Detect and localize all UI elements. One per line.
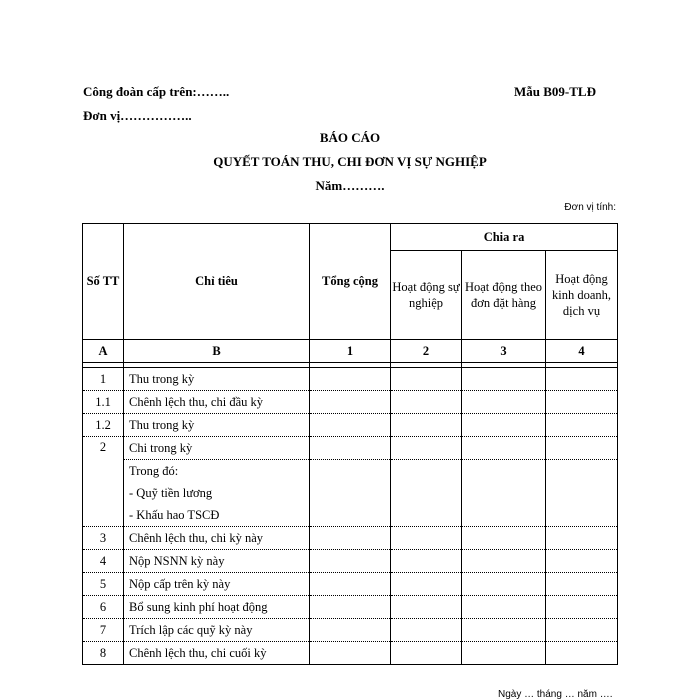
row-label: - Khấu hao TSCĐ [124,504,310,527]
col-breakdown-header: Chia ra [391,224,618,251]
table-row [83,573,618,596]
report-title: BÁO CÁO [319,130,381,145]
table-row [83,619,618,642]
row-stt: 5 [83,573,124,596]
row-label: Thu trong kỳ [124,368,310,391]
row-stt: 1.2 [83,414,124,437]
code-cell: 2 [391,340,462,363]
row-stt: 1.1 [83,391,124,414]
col-sub-header-3: Hoạt động kinh doanh, dịch vụ [546,251,618,340]
form-code: Mẫu B09-TLĐ [514,84,596,99]
unit-measure-label: Đơn vị tính: [564,202,616,213]
unit-label: Đơn vị…………….. [83,108,192,123]
row-label: - Quỹ tiền lương [124,482,310,504]
table-row [83,642,618,665]
table-row [83,391,618,414]
row-stt: 8 [83,642,124,665]
row-label: Trích lập các quỹ kỳ này [124,619,310,642]
row-label: Bổ sung kinh phí hoạt động [124,596,310,619]
table-row [83,527,618,550]
code-cell: B [124,340,310,363]
row-label: Chênh lệch thu, chi kỳ này [124,527,310,550]
col-indicator-header: Chỉ tiêu [124,224,310,340]
col-total-header: Tổng cộng [310,224,391,340]
table-row [83,437,618,460]
code-cell: A [83,340,124,363]
code-cell: 3 [462,340,546,363]
col-sub-header-2: Hoạt động theo đơn đặt hàng [462,251,546,340]
settlement-table [82,223,618,665]
table-row [83,504,618,527]
row-stt: 2 [83,437,124,527]
table-row [83,414,618,437]
col-sub-header-1: Hoạt động sự nghiệp [391,251,462,340]
row-label: Chênh lệch thu, chi đầu kỳ [124,391,310,414]
table-row [83,596,618,619]
table-row [83,368,618,391]
upper-union-label: Công đoàn cấp trên:…….. [83,84,230,99]
row-stt: 3 [83,527,124,550]
col-stt-header: Số TT [83,224,124,340]
row-label: Nộp cấp trên kỳ này [124,573,310,596]
row-stt: 4 [83,550,124,573]
row-stt: 6 [83,596,124,619]
report-year: Năm………. [315,178,385,193]
table-body [83,368,618,665]
date-line: Ngày … tháng … năm …. [498,689,613,700]
table-row [83,460,618,483]
row-stt: 1 [83,368,124,391]
row-label: Nộp NSNN kỳ này [124,550,310,573]
row-label: Trong đó: [124,460,310,483]
table-row [83,550,618,573]
row-label: Thu trong kỳ [124,414,310,437]
table-row [83,482,618,504]
row-label: Chi trong kỳ [124,437,310,460]
code-cell: 1 [310,340,391,363]
row-stt: 7 [83,619,124,642]
row-label: Chênh lệch thu, chi cuối kỳ [124,642,310,665]
report-subtitle: QUYẾT TOÁN THU, CHI ĐƠN VỊ SỰ NGHIỆP [213,154,487,169]
code-cell: 4 [546,340,618,363]
